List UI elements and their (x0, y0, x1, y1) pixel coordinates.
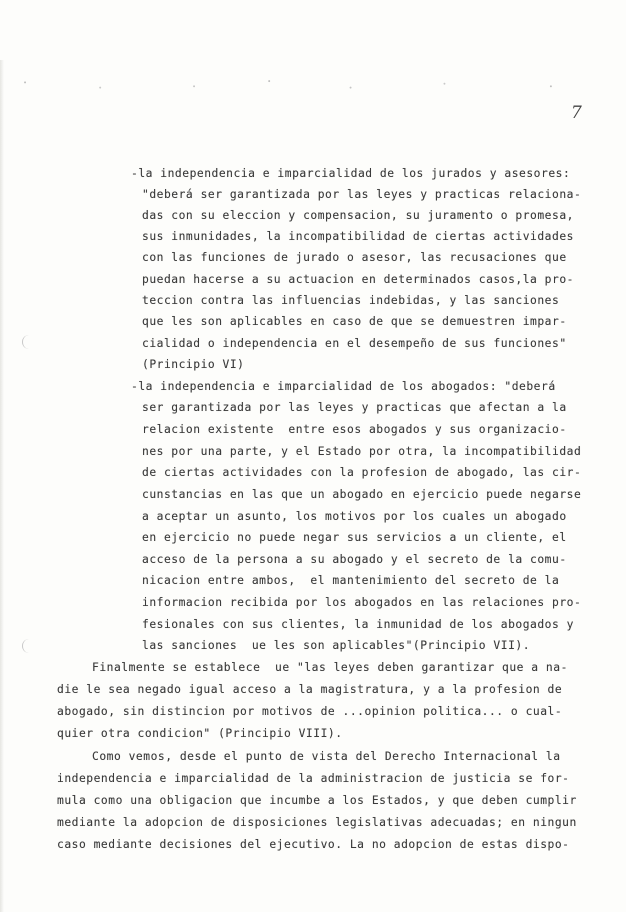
page-edge-shadow (0, 60, 4, 912)
text-line: fesionales con sus clientes, la inmunidad de los abogados y (142, 618, 574, 631)
text-line: de ciertas actividades con la profesion de abogado, las cir- (142, 466, 582, 479)
text-line: ser garantizada por las leyes y practicas que afectan a la (142, 401, 567, 414)
text-line: las sanciones ue les son aplicables"(Principio VII). (142, 639, 531, 652)
text-line: puedan hacerse a su actuacion en determinados casos,la pro- (142, 273, 574, 286)
page-number: 7 (571, 103, 582, 123)
text-line: -la independencia e imparcialidad de los jurados y asesores: (131, 167, 571, 180)
margin-mark (22, 335, 31, 349)
text-line: relacion existente entre esos abogados y sus organizacio- (142, 423, 567, 436)
text-line: independencia e imparcialidad de la administracion de justicia se for- (57, 772, 570, 785)
text-line: das con su eleccion y compensacion, su juramento o promesa, (142, 209, 574, 222)
text-line: abogado, sin distincion por motivos de ...opinion politica... o cual- (57, 705, 563, 718)
text-line: nicacion entre ambos, el mantenimiento del secreto de la (142, 574, 560, 587)
text-line: sus inmunidades, la incompatibilidad de ciertas actividades (142, 230, 574, 243)
text-line: cunstancias en las que un abogado en ejercicio puede negarse (142, 488, 582, 501)
text-line: quier otra condicion" (Principio VIII). (57, 727, 343, 740)
text-line: cialidad o independencia en el desempeño de sus funciones" (142, 337, 567, 350)
scan-specks (0, 72, 626, 98)
text-line: acceso de la persona a su abogado y el secreto de la comu- (142, 553, 567, 566)
text-line: "deberá ser garantizada por las leyes y practicas relaciona- (142, 188, 582, 201)
text-line: a aceptar un asunto, los motivos por los cuales un abogado (142, 510, 567, 523)
text-line: informacion recibida por los abogados en las relaciones pro- (142, 596, 582, 609)
text-line: nes por una parte, y el Estado por otra, la incompatibilidad (142, 445, 582, 458)
text-line: en ejercicio no puede negar sus servicios a un cliente, el (142, 531, 567, 544)
text-line: Finalmente se establece ue "las leyes deben garantizar que a na- (92, 661, 568, 674)
text-line: mula como una obligacion que incumbe a los Estados, y que deben cumplir (57, 794, 577, 807)
text-line: con las funciones de jurado o asesor, las recusaciones que (142, 251, 567, 264)
text-line: die le sea negado igual acceso a la magistratura, y a la profesion de (57, 683, 563, 696)
text-line: caso mediante decisiones del ejecutivo. La no adopcion de estas dispo- (57, 838, 570, 851)
margin-mark (22, 639, 31, 653)
text-line: teccion contra las influencias indebidas, y las sanciones (142, 294, 560, 307)
text-line: -la independencia e imparcialidad de los abogados: "deberá (131, 380, 556, 393)
text-line: mediante la adopcion de disposiciones legislativas adecuadas; en ningun (57, 816, 577, 829)
text-line: (Principio VI) (142, 358, 245, 371)
text-line: que les son aplicables en caso de que se demuestren impar- (142, 315, 567, 328)
text-line: Como vemos, desde el punto de vista del Derecho Internacional la (92, 750, 561, 763)
